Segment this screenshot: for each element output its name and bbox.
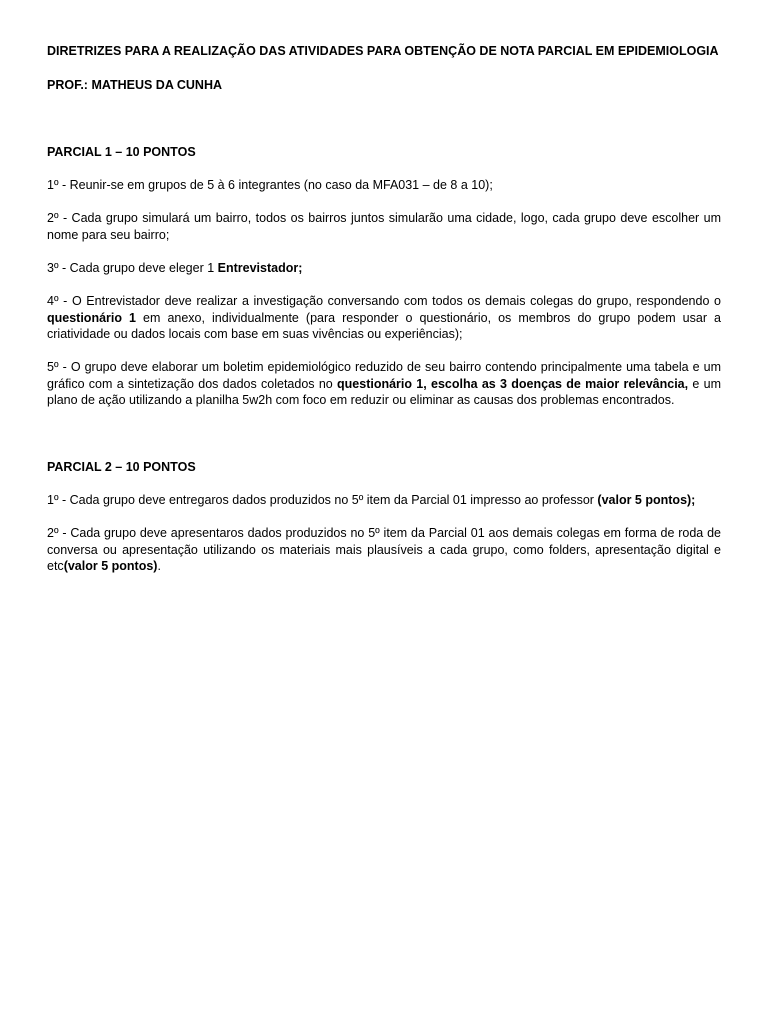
item-text: e um plano de ação utilizando a planilha 5w2h com foco em reduzir ou eliminar as causas dos problemas encontrados. <box>47 376 721 407</box>
parcial-1-heading: PARCIAL 1 – 10 PONTOS <box>47 145 196 159</box>
parcial-1-item-5 <box>47 359 721 409</box>
item-emphasis: questionário 1, escolha as 3 doenças de maior relevância, <box>337 376 689 391</box>
item-emphasis: Entrevistador; <box>217 261 303 275</box>
professor-name: PROF.: MATHEUS DA CUNHA <box>47 78 222 92</box>
parcial-1-item-4 <box>47 293 721 343</box>
document-title: DIRETRIZES PARA A REALIZAÇÃO DAS ATIVIDADES PARA OBTENÇÃO DE NOTA PARCIAL EM EPIDEMIOLOGIA <box>47 44 719 58</box>
item-text: 4º - O Entrevistador deve realizar a investigação conversando com todos os demais colegas do grupo, respondendo o <box>47 294 721 308</box>
parcial-1-item-2: 2º - Cada grupo simulará um bairro, todos os bairros juntos simularão uma cidade, logo, cada grupo deve escolher um nome para seu bairro; <box>47 211 721 242</box>
parcial-2-item-2 <box>47 525 721 575</box>
parcial-2-heading: PARCIAL 2 – 10 PONTOS <box>47 460 196 474</box>
item-text: 3º - Cada grupo deve eleger 1 <box>47 261 218 275</box>
item-emphasis: (valor 5 pontos); <box>597 493 696 507</box>
item-emphasis: questionário 1 <box>47 310 136 325</box>
item-text: . <box>157 559 161 573</box>
item-text: em anexo, individualmente (para responder o questionário, os membros do grupo podem usar a criatividade ou dados locais com base em suas vivências ou experiências); <box>47 310 721 341</box>
parcial-2-item-1 <box>47 492 721 509</box>
parcial-1-item-3 <box>47 260 721 277</box>
parcial-1-item-1: 1º - Reunir-se em grupos de 5 à 6 integrantes (no caso da MFA031 – de 8 a 10); <box>47 178 493 192</box>
item-emphasis: (valor 5 pontos) <box>63 559 158 573</box>
item-text: 5º - O grupo deve elaborar um boletim epidemiológico reduzido de seu bairro contendo principalmente uma tabela e um gráfico com a sintetização dos dados coletados no <box>47 360 721 391</box>
item-text: 1º - Cada grupo deve entregaros dados produzidos no 5º item da Parcial 01 impresso ao professor <box>47 493 598 507</box>
item-text: 2º - Cada grupo deve apresentaros dados produzidos no 5º item da Parcial 01 aos demais colegas em forma de roda de conversa ou apresentação utilizando os materiais mais plausíveis a cada grupo, como folders, apresentação digital e etc <box>47 526 721 573</box>
